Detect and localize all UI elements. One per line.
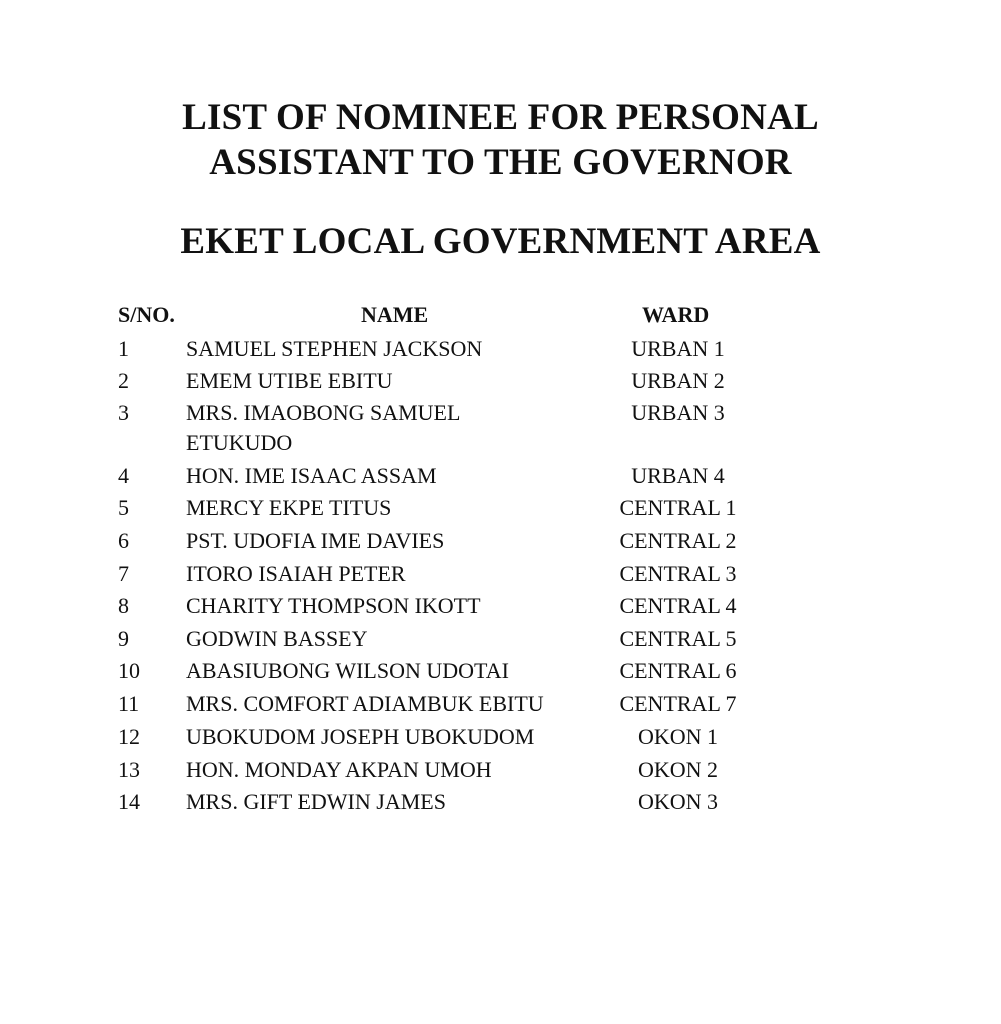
table-row	[0, 755, 1001, 787]
header-ward: WARD	[642, 302, 710, 327]
row-name: PST. UDOFIA IME DAVIES	[186, 528, 445, 553]
row-name: SAMUEL STEPHEN JACKSON	[186, 336, 483, 361]
row-name: MRS. GIFT EDWIN JAMES	[186, 789, 446, 814]
row-name: UBOKUDOM JOSEPH UBOKUDOM	[186, 724, 535, 749]
table-row	[0, 689, 1001, 721]
table-row	[0, 656, 1001, 688]
row-sn: 5	[118, 495, 129, 520]
row-sn: 13	[118, 757, 140, 782]
row-sn: 14	[118, 789, 140, 814]
row-ward: URBAN 3	[631, 400, 725, 425]
row-name: MERCY EKPE TITUS	[186, 495, 392, 520]
row-sn: 4	[118, 463, 129, 488]
row-name: MRS. IMAOBONG SAMUEL ETUKUDO	[186, 400, 460, 455]
header-name: NAME	[361, 302, 429, 327]
table-row	[0, 591, 1001, 623]
row-sn: 10	[118, 658, 140, 683]
table-row	[0, 624, 1001, 656]
table-row	[0, 559, 1001, 591]
table-row	[0, 398, 1001, 455]
row-sn: 11	[118, 691, 140, 716]
table-row	[0, 493, 1001, 525]
row-sn: 7	[118, 561, 129, 586]
row-sn: 2	[118, 368, 129, 393]
row-ward: CENTRAL 1	[619, 495, 737, 520]
row-name: HON. MONDAY AKPAN UMOH	[186, 757, 492, 782]
row-sn: 8	[118, 593, 129, 618]
header-sn: S/NO.	[118, 302, 175, 327]
table-row	[0, 722, 1001, 754]
row-ward: CENTRAL 7	[619, 691, 737, 716]
row-ward: URBAN 2	[631, 368, 725, 393]
row-ward: CENTRAL 5	[619, 626, 737, 651]
row-ward: CENTRAL 2	[619, 528, 737, 553]
row-name: MRS. COMFORT ADIAMBUK EBITU	[186, 691, 544, 716]
row-ward: OKON 3	[637, 789, 719, 814]
row-sn: 3	[118, 400, 129, 425]
row-sn: 1	[118, 336, 129, 361]
row-ward: CENTRAL 6	[619, 658, 737, 683]
row-name: EMEM UTIBE EBITU	[186, 368, 393, 393]
row-ward: URBAN 4	[631, 463, 725, 488]
table-row	[0, 334, 1001, 366]
row-ward: URBAN 1	[631, 336, 725, 361]
row-ward: CENTRAL 4	[619, 593, 737, 618]
table-row	[0, 526, 1001, 558]
row-sn: 12	[118, 724, 140, 749]
row-name: ABASIUBONG WILSON UDOTAI	[186, 658, 509, 683]
table-row	[0, 366, 1001, 398]
row-sn: 6	[118, 528, 129, 553]
row-name: GODWIN BASSEY	[186, 626, 368, 651]
title-line-1: LIST OF NOMINEE FOR PERSONAL	[182, 97, 819, 138]
row-ward: OKON 2	[637, 757, 719, 782]
row-ward: OKON 1	[637, 724, 719, 749]
row-name: ITORO ISAIAH PETER	[186, 561, 406, 586]
table-row	[0, 461, 1001, 493]
row-name: CHARITY THOMPSON IKOTT	[186, 593, 481, 618]
row-sn: 9	[118, 626, 129, 651]
lga-subtitle: EKET LOCAL GOVERNMENT AREA	[180, 221, 821, 262]
row-ward: CENTRAL 3	[619, 561, 737, 586]
table-row	[0, 787, 1001, 819]
title-line-2: ASSISTANT TO THE GOVERNOR	[209, 142, 792, 183]
row-name: HON. IME ISAAC ASSAM	[186, 463, 437, 488]
